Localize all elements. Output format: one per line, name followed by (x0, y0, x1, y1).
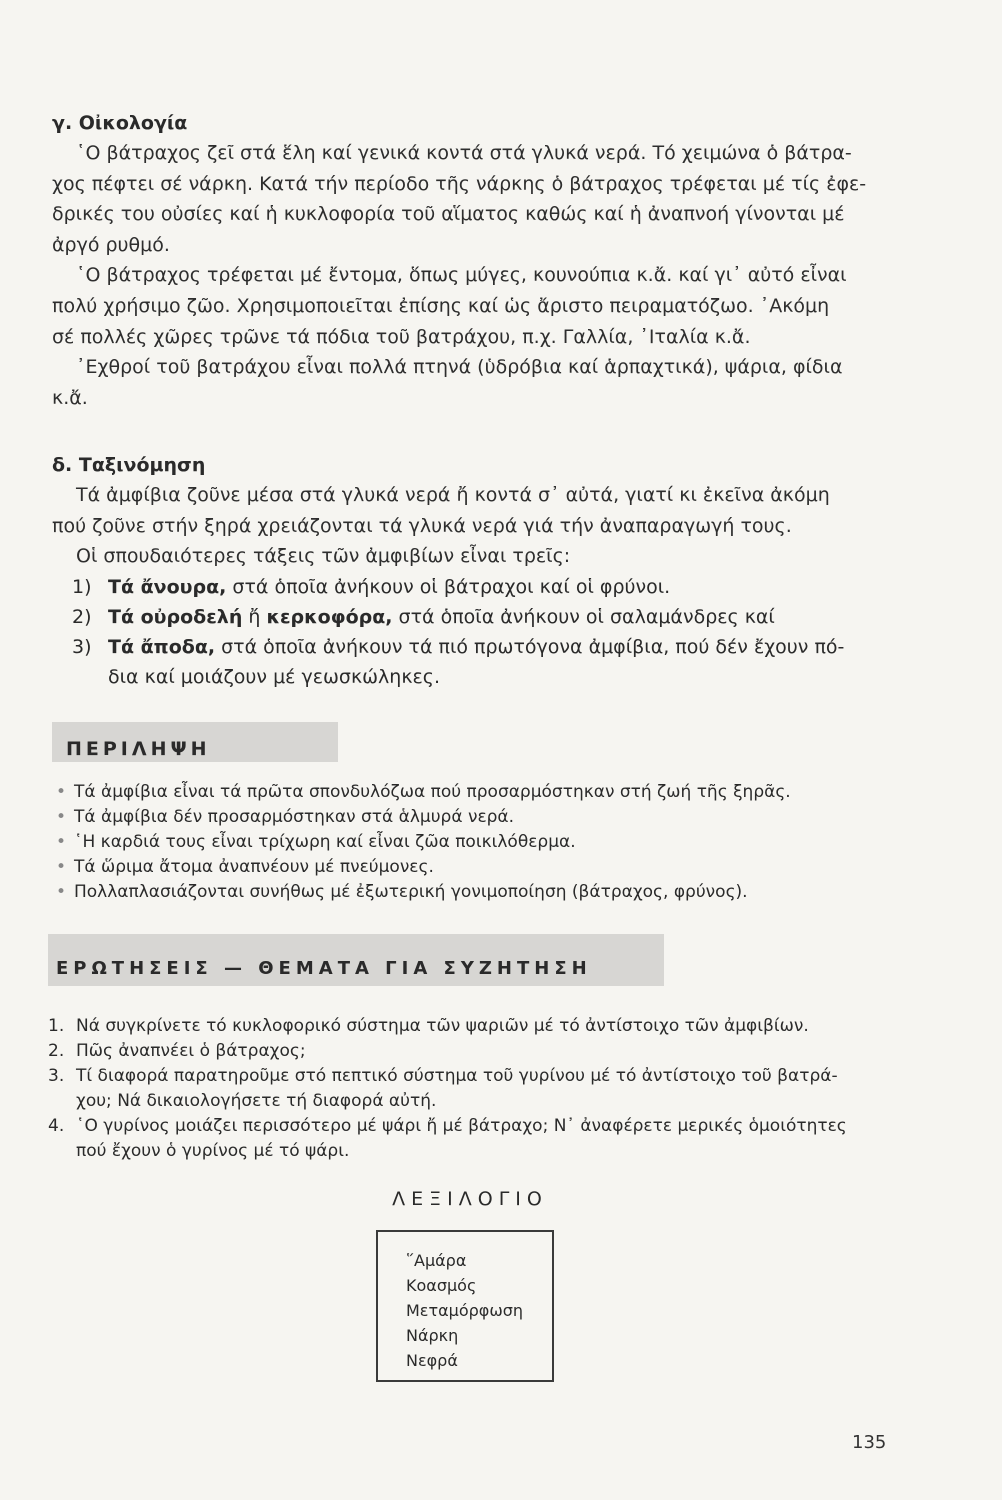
text-line: Τά ἀμφίβια ζοῦνε μέσα στά γλυκά νερά ἤ κοντά σ᾿ αὐτά, γιατί κι ἐκεῖνα ἀκόμη (76, 484, 830, 506)
item-term: Τά ἄποδα, (108, 636, 216, 658)
question-continuation: πού ἔχουν ὁ γυρίνος μέ τό ψάρι. (76, 1141, 350, 1161)
list-item (72, 602, 892, 632)
text-line: ἀργό ρυθμό. (52, 233, 170, 256)
bullet-text: Τά ἀμφίβια δέν προσαρμόστηκαν στά ἁλμυρά νερά. (74, 807, 515, 827)
classification-text (52, 480, 892, 572)
glossary-word: Νάρκη (406, 1326, 459, 1345)
section-heading-classification: δ. Ταξινόμηση (52, 454, 206, 476)
glossary-word: Μεταμόρφωση (406, 1301, 523, 1320)
item-number: 2) (72, 606, 92, 628)
list-item (56, 855, 896, 880)
questions-title: ΕΡΩΤΗΣΕΙΣ — ΘΕΜΑΤΑ ΓΙΑ ΣΥΖΗΤΗΣΗ (56, 958, 592, 979)
text-line: πολύ χρήσιμο ζῶο. Χρησιμοποιεῖται ἐπίσης καί ὡς ἄριστο πειραματόζωο. ᾿Ακόμη (52, 294, 830, 317)
question-continuation: χου; Νά δικαιολογήσετε τή διαφορά αὐτή. (76, 1091, 437, 1111)
item-number: 1) (72, 576, 92, 598)
question-text: ῾Ο γυρίνος μοιάζει περισσότερο μέ ψάρι ἤ μέ βάτραχο; Ν᾿ ἀναφέρετε μερικές ὁμοιότητες (76, 1116, 847, 1136)
item-term: κερκοφόρα, (266, 606, 393, 628)
bullet-text: ῾Η καρδιά τους εἶναι τρίχωρη καί εἶναι ζῶα ποικιλόθερμα. (74, 832, 576, 852)
glossary-title: ΛΕΞΙΛΟΓΙΟ (392, 1188, 548, 1210)
glossary-word: ῞Αμάρα (406, 1251, 467, 1270)
glossary-word: Νεφρά (406, 1351, 458, 1370)
question-number: 1. (48, 1016, 65, 1036)
list-item (48, 1014, 898, 1039)
list-item (48, 1114, 898, 1139)
ecology-text (52, 138, 892, 413)
bullet-text: Πολλαπλασιάζονται συνήθως μέ ἐξωτερική γονιμοποίηση (βάτραχος, φρύνος). (74, 882, 748, 902)
text-line: κ.ἄ. (52, 386, 88, 409)
list-item (72, 572, 892, 602)
bullet-icon: • (56, 832, 67, 852)
text-line: ᾿Εχθροί τοῦ βατράχου εἶναι πολλά πτηνά (ὑδρόβια καί ἁρπαχτικά), ψάρια, φίδια (76, 356, 843, 379)
glossary-box (376, 1230, 554, 1382)
bullet-text: Τά ὥριμα ἄτομα ἀναπνέουν μέ πνεύμονες. (74, 857, 434, 877)
item-number: 3) (72, 636, 92, 658)
list-item (56, 805, 896, 830)
question-text: Πῶς ἀναπνέει ὁ βάτραχος; (76, 1041, 306, 1061)
text-line: χος πέφτει σέ νάρκη. Κατά τήν περίοδο τῆς νάρκης ὁ βάτραχος τρέφεται μέ τίς ἐφε- (52, 172, 867, 195)
list-item (72, 632, 892, 662)
text-line: ῾Ο βάτραχος ζεῖ στά ἕλη καί γενικά κοντά στά γλυκά νερά. Τό χειμώνα ὁ βάτρα- (76, 142, 852, 164)
text-line: δρικές του οὐσίες καί ἡ κυκλοφορία τοῦ αἵματος καθώς καί ἡ ἀναπνοή γίνονται μέ (52, 203, 845, 226)
classification-list (72, 572, 892, 692)
bullet-icon: • (56, 807, 67, 827)
item-text: στά ὁποῖα ἀνήκουν οἱ σαλαμάνδρες καί (392, 606, 775, 628)
item-text: στά ὁποῖα ἀνήκουν οἱ βάτραχοι καί οἱ φρύνοι. (226, 576, 671, 598)
summary-title: ΠΕΡΙΛΗΨΗ (66, 738, 211, 760)
question-text: Τί διαφορά παρατηροῦμε στό πεπτικό σύστημα τοῦ γυρίνου μέ τό ἀντίστοιχο τοῦ βατρά- (76, 1066, 838, 1086)
text-line: ῾Ο βάτραχος τρέφεται μέ ἔντομα, ὅπως μύγες, κουνούπια κ.ἄ. καί γι᾿ αὐτό εἶναι (76, 264, 847, 287)
bullet-icon: • (56, 857, 67, 877)
item-term: Τά ἄνουρα, (108, 576, 227, 598)
list-item (56, 780, 896, 805)
text-line: σέ πολλές χῶρες τρῶνε τά πόδια τοῦ βατράχου, π.χ. Γαλλία, ᾿Ιταλία κ.ἄ. (52, 325, 751, 348)
item-text: στά ὁποῖα ἀνήκουν τά πιό πρωτόγονα ἀμφίβια, πού δέν ἔχουν πό- (215, 636, 845, 658)
question-text: Νά συγκρίνετε τό κυκλοφορικό σύστημα τῶν ψαριῶν μέ τό ἀντίστοιχο τῶν ἀμφιβίων. (76, 1016, 809, 1036)
question-number: 2. (48, 1041, 65, 1061)
bullet-text: Τά ἀμφίβια εἶναι τά πρῶτα σπονδυλόζωα πού προσαρμόστηκαν στή ζωή τῆς ξηρᾶς. (74, 782, 791, 802)
section-heading-ecology: γ. Οἰκολογία (52, 112, 188, 134)
text-line: πού ζοῦνε στήν ξηρά χρειάζονται τά γλυκά νερά γιά τήν ἀναπαραγωγή τους. (52, 514, 792, 537)
question-number: 4. (48, 1116, 65, 1136)
page-number: 135 (852, 1432, 887, 1453)
question-number: 3. (48, 1066, 65, 1086)
item-continuation: δια καί μοιάζουν μέ γεωσκώληκες. (108, 666, 440, 688)
questions-list (48, 1014, 898, 1164)
summary-bullets (56, 780, 896, 905)
bullet-icon: • (56, 882, 67, 902)
list-item (56, 880, 896, 905)
list-item (48, 1064, 898, 1089)
glossary-word: Κοασμός (406, 1276, 477, 1295)
item-text: ἤ (242, 606, 267, 628)
bullet-icon: • (56, 782, 67, 802)
item-term: Τά οὐροδελή (108, 606, 243, 628)
list-item (48, 1039, 898, 1064)
text-line: Οἱ σπουδαιότερες τάξεις τῶν ἀμφιβίων εἶναι τρεῖς: (76, 545, 571, 568)
list-item (56, 830, 896, 855)
